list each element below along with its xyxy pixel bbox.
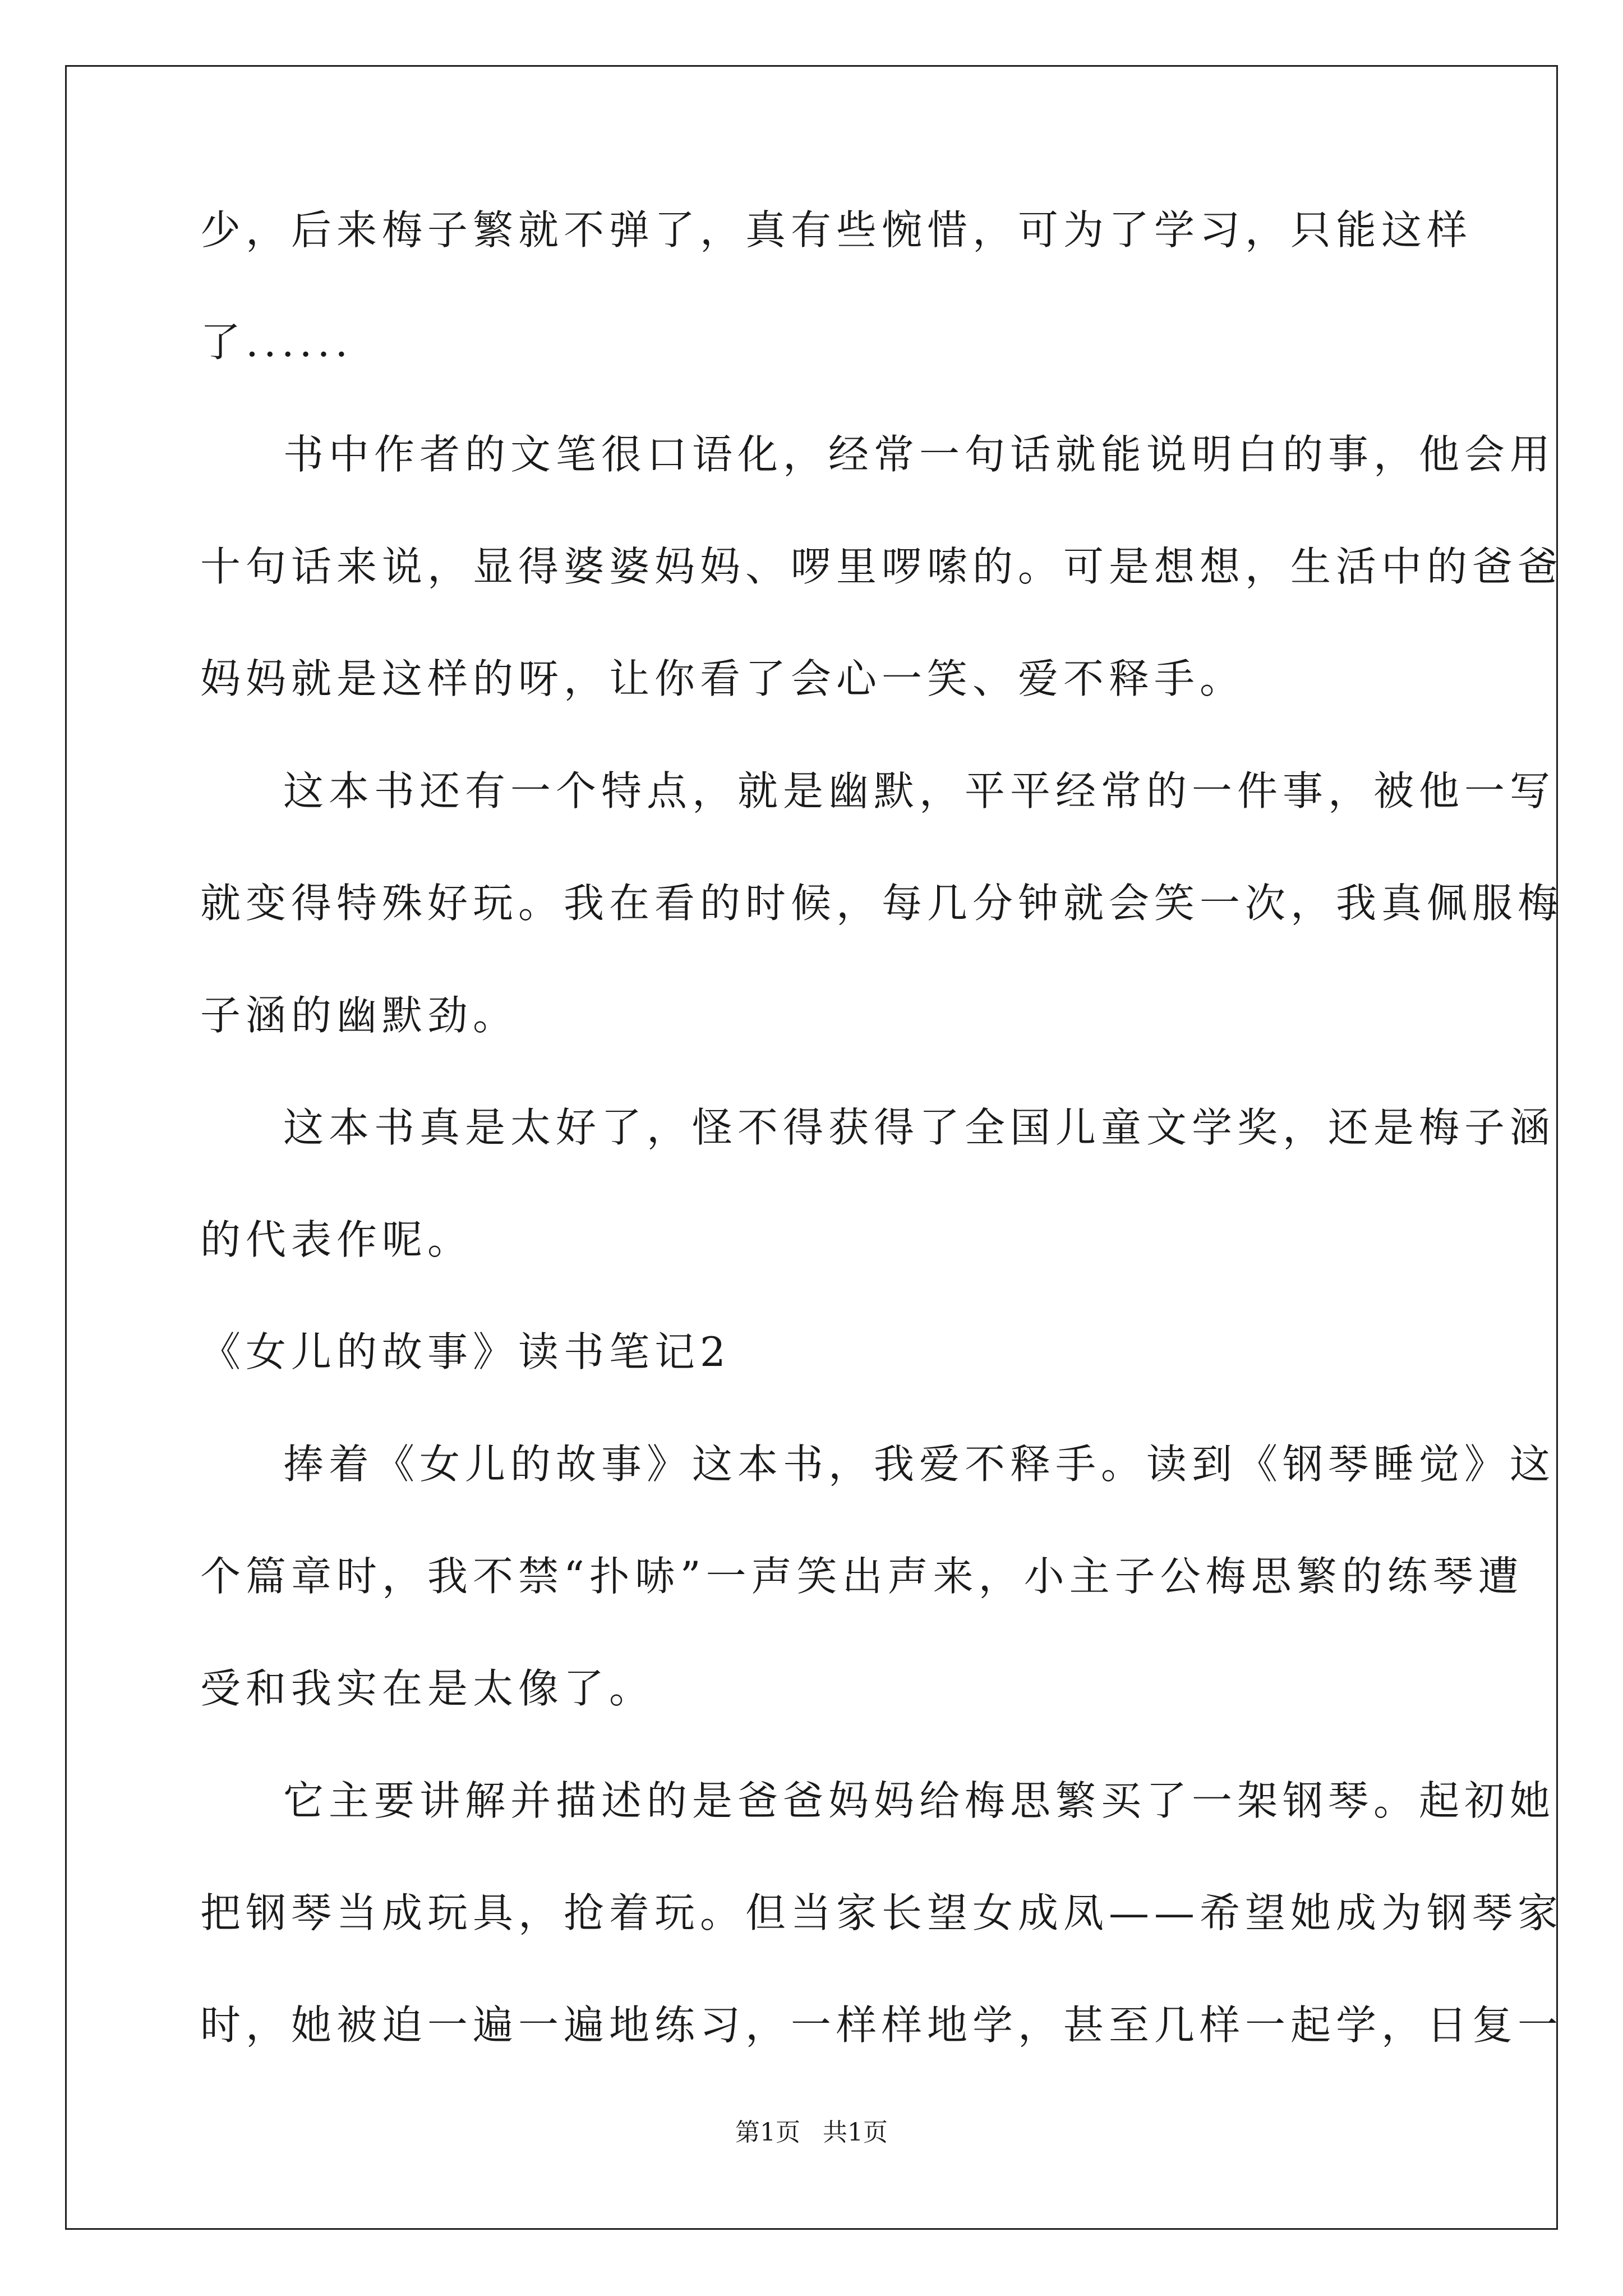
text-line: 把钢琴当成玩具，抢着玩。但当家长望女成凤——希望她成为钢琴家 (200, 1889, 1564, 1936)
text-line: 子涵的幽默劲。 (200, 992, 519, 1039)
text-line: 受和我实在是太像了。 (200, 1665, 655, 1712)
page-number: 第1页 (735, 2118, 800, 2147)
document-body (200, 202, 1564, 2109)
text-line: 十句话来说，显得婆婆妈妈、啰里啰嗦的。可是想想，生活中的爸爸 (200, 543, 1564, 590)
paragraph-start-line: 书中作者的文笔很口语化，经常一句话就能说明白的事，他会用 (283, 431, 1556, 478)
page-footer (0, 2116, 1623, 2150)
text-line: 时，她被迫一遍一遍地练习，一样样地学，甚至几样一起学，日复一 (200, 2001, 1564, 2049)
paragraph-start-line: 它主要讲解并描述的是爸爸妈妈给梅思繁买了一架钢琴。起初她 (283, 1777, 1556, 1824)
text-line: 个篇章时，我不禁“扑哧”一声笑出声来，小主子公梅思繁的练琴遭 (200, 1553, 1524, 1600)
text-line: 妈妈就是这样的呀，让你看了会心一笑、爱不释手。 (200, 655, 1246, 702)
text-line: 的代表作呢。 (200, 1216, 473, 1263)
section-heading: 《女儿的故事》读书笔记2 (200, 1328, 731, 1375)
text-line: 了...... (200, 319, 353, 366)
paragraph-start-line: 这本书还有一个特点，就是幽默，平平经常的一件事，被他一写 (283, 767, 1556, 815)
text-line: 少，后来梅子繁就不弹了，真有些惋惜，可为了学习，只能这样 (200, 206, 1473, 254)
text-line: 就变得特殊好玩。我在看的时候，每几分钟就会笑一次，我真佩服梅 (200, 880, 1564, 927)
paragraph-start-line: 这本书真是太好了，怪不得获得了全国儿童文学奖，还是梅子涵 (283, 1104, 1556, 1151)
paragraph-start-line: 捧着《女儿的故事》这本书，我爱不释手。读到《钢琴睡觉》这 (283, 1441, 1556, 1488)
page-total: 共1页 (823, 2118, 888, 2147)
